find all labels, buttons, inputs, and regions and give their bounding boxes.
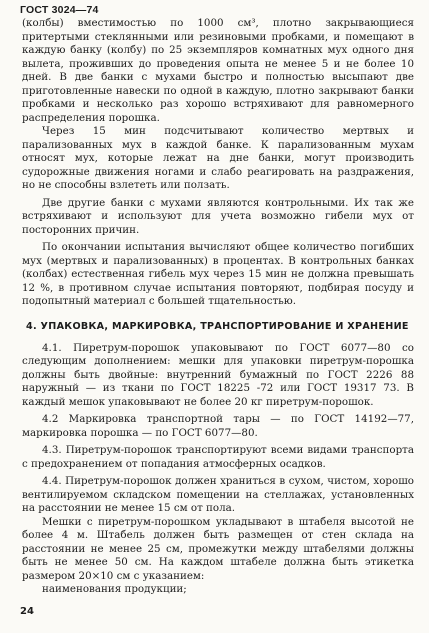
paragraph-flask-setup: (колбы) вместимостью по 1000 см³, плотно закрывающиеся притертыми стеклянными или резиновыми пробками, и помещают в каждую банку (колбу) по 25 экземпляров комнатных мух одного дня вылета, проживших до проведения опыта не менее 5 и не более 10 дней. В две банки с мухами быстро и полностью высыпают две приготовленные навески по одной в каждую, плотно закрывают банки пробками и несколько раз хорошо встряхивают для равномерного распределения порошка. (22, 17, 414, 124)
page-number: 24 (20, 606, 34, 617)
paragraph-control-jars: Две другие банки с мухами являются контрольными. Их так же встряхивают и используют для учета возможно гибели мух от посторонних причин. (22, 196, 414, 236)
document-header: ГОСТ 3024—74 (20, 4, 99, 16)
paragraph-count-flies: Через 15 мин подсчитывают количество мертвых и парализованных мух в каждой банке. К парализованным мухам относят мух, которые лежат на дне банки, могут производить судорожные движения ногами и слабо реагировать на раздражения, но не способны взлететь или ползать. (22, 125, 414, 191)
paragraph-product-name: наименования продукции; (42, 583, 187, 595)
paragraph-stacking: Мешки с пиретрум-порошком укладывают в штабеля высотой не более 4 м. Штабель должен быть размещен от стен склада на расстоянии не менее 25 см, промежутки между штабелями должны быть не менее 50 см. На каждом штабеле должна быть этикетка размером 20×10 см с указанием: (22, 515, 414, 582)
document-body (22, 17, 414, 597)
paragraph-4-4: 4.4. Пиретрум-порошок должен храниться в сухом, чистом, хорошо вентилируемом складском помещении на стеллажах, установленных на расстоянии не менее 15 см от пола. (22, 475, 414, 514)
paragraph-4-1: 4.1. Пиретрум-порошок упаковывают по ГОСТ 6077—80 со следующим дополнением: мешки для упаковки пиретрум-порошка должны быть двойные: внутренний бумажный по ГОСТ 2226 88 наружный — из ткани по ГОСТ 18225 -72 или ГОСТ 19317 73. В каждый мешок упаковывают не более 20 кг пиретрум-порошок. (22, 341, 414, 408)
paragraph-4-3: 4.3. Пиретрум-порошок транспортируют всеми видами транспорта с предохранением от попадания атмосферных осадков. (22, 444, 414, 470)
section-heading: 4. УПАКОВКА, МАРКИРОВКА, ТРАНСПОРТИРОВАНИЕ И ХРАНЕНИЕ (26, 320, 409, 332)
paragraph-4-2: 4.2 Маркировка транспортной тары — по ГОСТ 14192—77, маркировка порошка — по ГОСТ 6077—80. (22, 413, 414, 439)
paragraph-calculation: По окончании испытания вычисляют общее количество погибших мух (мертвых и парализованных) в процентах. В контрольных банках (колбах) естественная гибель мух через 15 мин не должна превышать 12 %, в противном случае испытания повторяют, подбирая посуду и подопытный материал с большей тщательностью. (22, 241, 414, 307)
